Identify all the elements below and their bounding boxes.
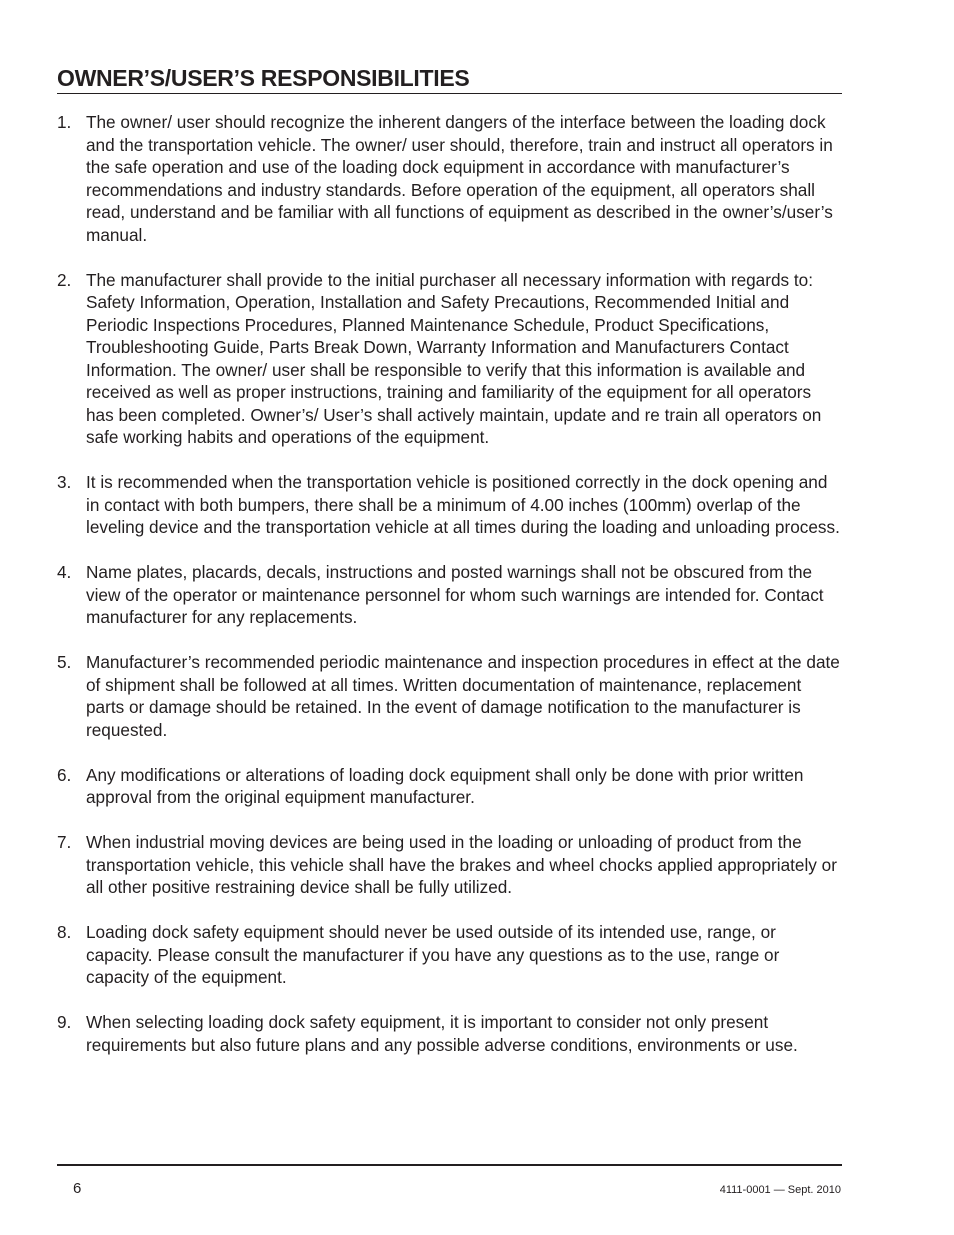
item-text: Any modifications or alterations of loading dock equipment shall only be done with prior written approval from the original equipment manufacturer. (86, 764, 804, 807)
page-title: OWNER’S/USER’S RESPONSIBILITIES (57, 65, 470, 91)
item-number: 5. (57, 652, 72, 672)
item-text: Name plates, placards, decals, instructions and posted warnings shall not be obscured from the view of the operator or maintenance personnel for whom such warnings are intended for. Contact manufacturer for any replacements. (86, 562, 824, 627)
section-heading (57, 64, 842, 94)
item-number: 4. (57, 562, 72, 582)
item-number: 8. (57, 922, 72, 942)
item-number: 9. (57, 1012, 72, 1032)
item-text: When selecting loading dock safety equipment, it is important to consider not only present requirements but also future plans and any possible adverse conditions, environments or use. (86, 1012, 798, 1055)
item-text: Manufacturer’s recommended periodic maintenance and inspection procedures in effect at the date of shipment shall be followed at all times. Written documentation of maintenance, replacement parts or damage should be retained. In the event of damage notification to the manufacturer is requested. (86, 652, 840, 740)
page-number: 6 (73, 1180, 82, 1197)
list-item (57, 1011, 842, 1056)
item-number: 7. (57, 832, 72, 852)
item-text: The manufacturer shall provide to the initial purchaser all necessary information with regards to: Safety Information, Operation, Installation and Safety Precautions, Recommended Initial and Periodic Inspections Procedures, Planned Maintenance Schedule, Product Specifications, Troubleshooting Guide, Parts Break Down, Warranty Information and Manufacturers Contact Information. The owner/ user shall be responsible to verify that this information is available and received as well as proper instructions, training and familiarity of the equipment for all operators has been completed. Owner’s/ User’s shall actively maintain, update and re train all operators on safe working habits and operations of the equipment. (86, 269, 822, 447)
item-number: 1. (57, 112, 72, 132)
document-id: 4111-0001 — Sept. 2010 (719, 1184, 841, 1196)
item-text: When industrial moving devices are being used in the loading or unloading of product from the transportation vehicle, this vehicle shall have the brakes and wheel chocks applied appropriately or all other positive restraining device shall be fully utilized. (86, 832, 837, 897)
list-item (57, 269, 842, 449)
list-item (57, 111, 842, 246)
responsibilities-list (57, 111, 842, 1079)
list-item (57, 561, 842, 629)
list-item (57, 471, 842, 539)
list-item (57, 764, 842, 809)
list-item (57, 651, 842, 741)
item-text: It is recommended when the transportation vehicle is positioned correctly in the dock opening and in contact with both bumpers, there shall be a minimum of 4.00 inches (100mm) overlap of the leveling device and the transportation vehicle at all times during the loading and unloading process. (86, 472, 840, 537)
item-text: Loading dock safety equipment should never be used outside of its intended use, range, or capacity. Please consult the manufacturer if you have any questions as to the use, range or capacity of the equipment. (86, 922, 780, 987)
list-item (57, 831, 842, 899)
item-number: 3. (57, 472, 72, 492)
item-number: 2. (57, 269, 72, 290)
list-item (57, 921, 842, 989)
item-number: 6. (57, 764, 72, 785)
footer-divider (57, 1164, 842, 1166)
item-text: The owner/ user should recognize the inherent dangers of the interface between the loading dock and the transportation vehicle. The owner/ user should, therefore, train and instruct all operators in the safe operation and use of the loading dock equipment in accordance with manufacturer’s recommendations and industry standards. Before operation of the equipment, all operators shall read, understand and be familiar with all functions of equipment as described in the owner’s/user’s manual. (86, 112, 833, 245)
